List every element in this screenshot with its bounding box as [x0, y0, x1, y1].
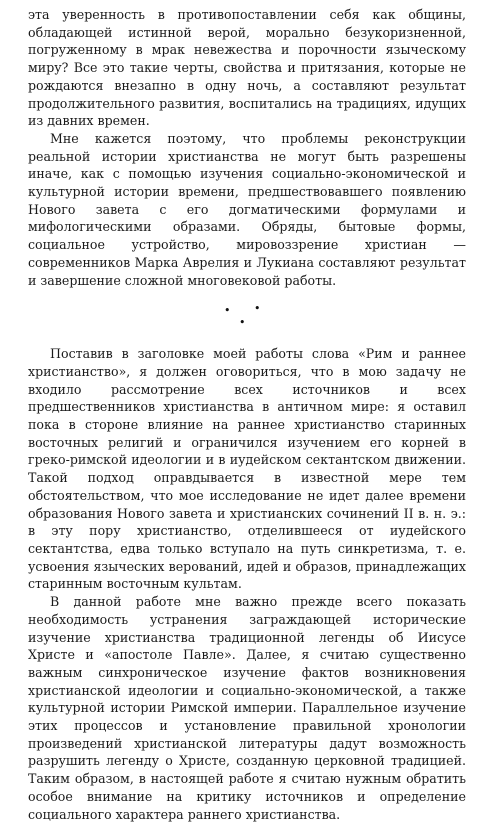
- separator-dot-icon: •: [239, 316, 246, 330]
- section-separator: [28, 297, 466, 333]
- separator-dot-icon: •: [224, 304, 231, 318]
- paragraph-4: В данной работе мне важно прежде всего показать необходимость устранения заграждающей исторические изучение христианства традиционной легенды об Иисусе Христе и «апостоле Павле». Далее, я считаю существенно важным синхроническое изучение фактов возникновения христианской идеологии и социально-экономической, а также культурной истории Римской империи. Параллельное изучение этих процессов и установление правильной хронологии произведений христианской литературы дадут возможность разрушить легенду о Христе, созданную церковной традицией. Таким образом, в настоящей работе я считаю нужным обратить особое внимание на критику источников и определение социального характера раннего христианства.: [28, 594, 466, 822]
- paragraph-1: эта уверенность в противопоставлении себя как общины, обладающей истинной верой, морально безукоризненной, погруженному в мрак невежества и порочности языческому миру? Все это такие черты, свойства и притязания, которые не рождаются внезапно в одну ночь, а составляют результат продолжительного развития, воспитались на традициях, идущих из давних времен.: [28, 7, 466, 129]
- paragraph-3: Поставив в заголовке моей работы слова «Рим и раннее христианство», я должен оговориться, что в мою задачу не входило рассмотрение всех источников и всех предшественников христианства в античном мире: я оставил пока в стороне влияние на раннее христианство старинных восточных религий и ограничился изучением его корней в греко-римской идеологии и в иудейском сектантском движении. Такой подход оправдывается в известной мере тем обстоятельством, что мое исследование не идет далее времени образования Нового завета и христианских сочинений II в. н. э.: в эту пору христианство, отделившееся от иудейского сектантства, едва только вступало на путь синкретизма, т. е. усвоения языческих верований, идей и образов, принадлежащих старинным восточным культам.: [28, 346, 466, 592]
- document-page: [28, 6, 466, 823]
- paragraph-2: Мне кажется поэтому, что проблемы реконструкции реальной истории христианства не могут быть разрешены иначе, как с помощью изучения социально-экономической и культурной истории времени, предшествовавшего появлению Нового завета с его догматическими формулами и мифологическими образами. Обряды, бытовые формы, социальное устройство, мировоззрение христиан — современников Марка Аврелия и Лукиана составляют результат и завершение сложной многовековой работы.: [28, 130, 466, 288]
- separator-dot-icon: •: [254, 302, 261, 316]
